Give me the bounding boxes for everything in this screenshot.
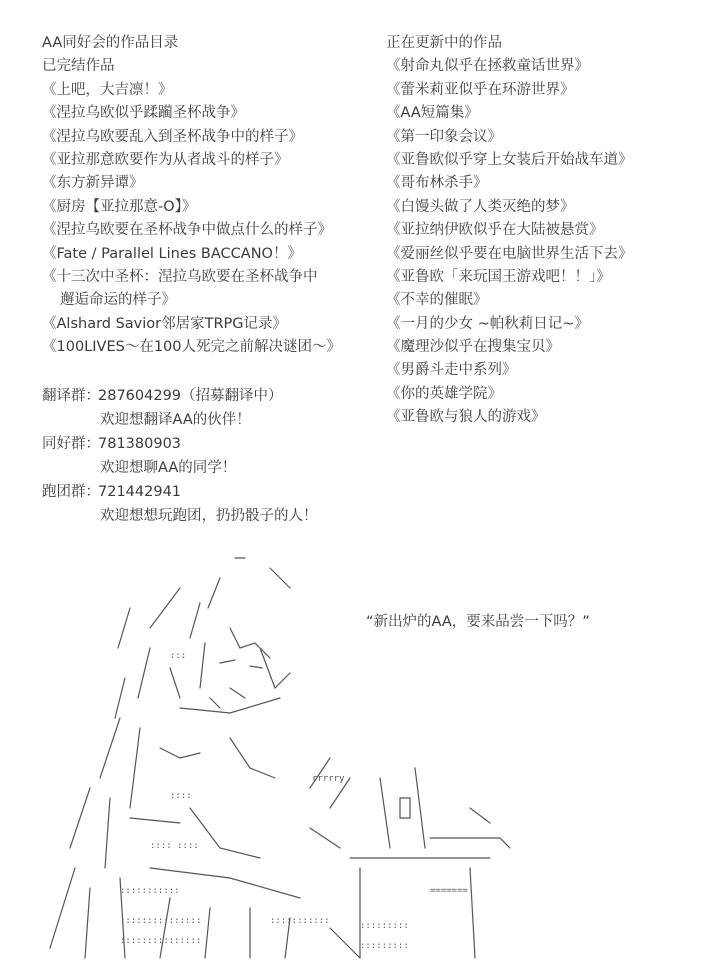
svg-text::::::::::: ::::::::: xyxy=(360,941,409,951)
svg-text::::: ::: xyxy=(170,651,187,661)
work-title: 《涅拉乌欧要乱入到圣杯战争中的样子》 xyxy=(42,128,303,145)
work-title: 《不幸的催眠》 xyxy=(386,292,488,309)
contact-label: 翻译群： xyxy=(42,388,100,404)
work-title-continued: 邂逅命运的样子》 xyxy=(60,292,176,309)
work-title: 《亚鲁欧似乎穿上女装后开始战车道》 xyxy=(386,151,633,168)
work-title: 《射命丸似乎在拯救童话世界》 xyxy=(386,58,589,75)
work-title: 《涅拉乌欧要在圣杯战争中做点什么的样子》 xyxy=(42,222,332,239)
svg-text:=======: ======= xyxy=(430,886,468,896)
svg-text:::::: :::: xyxy=(170,791,192,801)
svg-text::::: ::::: :::: :::: xyxy=(150,841,199,851)
contact-label: 同好群： xyxy=(42,436,100,452)
work-title: 《魔理沙似乎在搜集宝贝》 xyxy=(386,339,560,356)
work-title: 《上吧，大吉凛！》 xyxy=(42,81,173,98)
svg-text::::::::::::: ::::::::::: xyxy=(270,916,330,926)
work-title: 《Fate / Parallel Lines BACCANO！》 xyxy=(42,245,302,262)
ascii-art-illustration xyxy=(30,548,530,968)
contact-note: 欢迎想翻译AA的伙伴！ xyxy=(100,412,251,428)
group-contacts xyxy=(42,384,318,528)
work-title: 《亚拉纳伊欧似乎在大陆被悬赏》 xyxy=(386,222,604,239)
work-title: 《一月的少女 ~帕秋莉日记~》 xyxy=(386,315,589,332)
work-title: 《男爵斗走中系列》 xyxy=(386,362,517,379)
work-title: 《哥布林杀手》 xyxy=(386,175,488,192)
contact-label: 跑团群： xyxy=(42,484,100,500)
work-title: 《第一印象会议》 xyxy=(386,128,502,145)
work-title: 《蕾米莉亚似乎在环游世界》 xyxy=(386,81,575,98)
contact-row xyxy=(42,384,318,408)
work-title: 《东方新异谭》 xyxy=(42,175,144,192)
work-title: 《十三次中圣杯：涅拉乌欧要在圣杯战争中 xyxy=(42,268,318,285)
speech-text: “新出炉的AA，要来品尝一下吗？” xyxy=(366,614,590,630)
work-title: 《涅拉乌欧似乎蹂躏圣杯战争》 xyxy=(42,105,245,122)
ongoing-heading: 正在更新中的作品 xyxy=(386,35,502,51)
svg-text::::::::::::::::: ::::::::::::::: xyxy=(120,916,202,926)
contact-row xyxy=(42,432,318,456)
completed-heading: 已完结作品 xyxy=(42,58,115,75)
ongoing-works-column xyxy=(386,32,633,430)
contact-row xyxy=(42,480,318,504)
work-title: 《爱丽丝似乎要在电脑世界生活下去》 xyxy=(386,245,633,262)
work-title: 《厨房【亚拉那意-O】》 xyxy=(42,198,197,215)
contact-number: 287604299（招募翻译中） xyxy=(98,388,283,404)
catalog-title: AA同好会的作品目录 xyxy=(42,35,179,51)
work-title: 《你的英雄学院》 xyxy=(386,385,502,402)
work-title: 《亚鲁欧「来玩国王游戏吧！！」》 xyxy=(386,268,611,285)
svg-text::::::::::::::::: ::::::::::::::: xyxy=(120,936,202,946)
work-title: 《亚鲁欧与狼人的游戏》 xyxy=(386,409,546,426)
work-title: 《AA短篇集》 xyxy=(386,105,479,122)
svg-text::::::::::::: ::::::::::: xyxy=(120,886,180,896)
completed-works-column xyxy=(42,32,341,359)
work-title: 《Alshard Savior邻居家TRPG记录》 xyxy=(42,315,288,332)
contact-number: 781380903 xyxy=(98,436,182,452)
work-title: 《亚拉那意欧要作为从者战斗的样子》 xyxy=(42,151,289,168)
contact-note: 欢迎想想玩跑团，扔扔骰子的人！ xyxy=(100,508,318,524)
contact-number: 721442941 xyxy=(98,484,182,500)
work-title: 《白馒头做了人类灭绝的梦》 xyxy=(386,198,575,215)
work-title: 《100LIVES～在100人死完之前解决谜团～》 xyxy=(42,339,341,356)
svg-text::::::::::: ::::::::: xyxy=(360,921,409,931)
ascii-art-text: rrrrry xyxy=(312,774,345,784)
contact-note: 欢迎想聊AA的同学！ xyxy=(100,460,237,476)
